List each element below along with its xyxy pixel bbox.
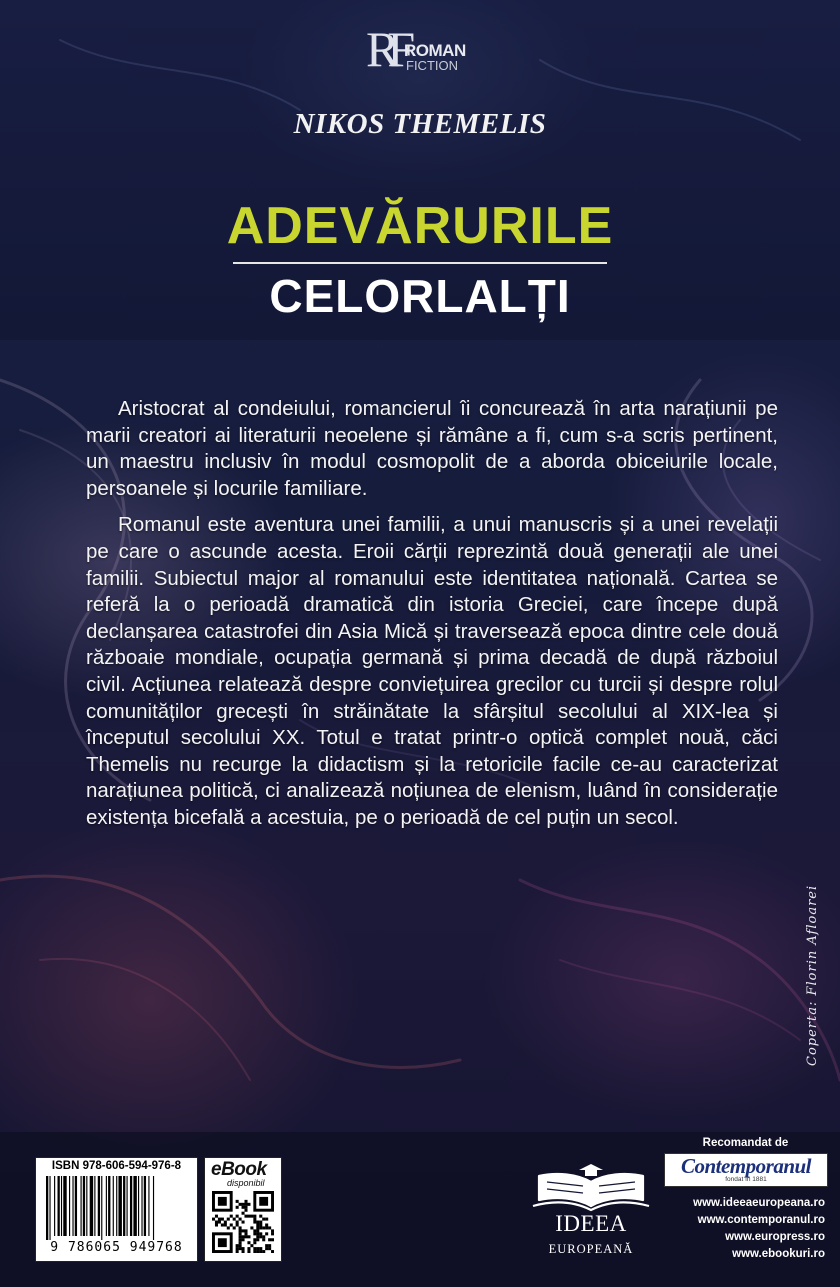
ebook-label: eBook <box>211 1159 267 1180</box>
website-list <box>660 1195 825 1263</box>
magazine-logo-box <box>664 1153 828 1187</box>
publisher-name: IDEEA <box>555 1211 627 1236</box>
magazine-name: Contemporanul <box>680 1154 812 1178</box>
title-divider <box>233 262 607 264</box>
ebook-box <box>204 1157 282 1262</box>
series-logo-fiction: FICTION <box>406 58 458 73</box>
publisher-subname: EUROPEANĂ <box>548 1242 634 1256</box>
barcode-icon <box>46 1176 187 1240</box>
blurb-paragraph-1: Aristocrat al condeiului, romancierul îi concurează în arta narațiunii pe marii creatori ai literaturii neoelene și rămâne a fi, cum s-a scris pertinent, un maestru inclusiv în modul cosmopolit de a aborda obiceiurile locale, persoanele și locurile familiare. <box>86 397 778 500</box>
cover-credit: Coperta: Florin Afloarei <box>805 884 820 1066</box>
ebook-sublabel: disponibil <box>227 1178 265 1188</box>
isbn-digits: 9 786065 949768 <box>50 1240 183 1255</box>
qr-code-icon <box>212 1191 274 1253</box>
series-logo-roman: ROMAN <box>404 41 466 60</box>
magazine-founded: fondat în 1881 <box>725 1176 767 1183</box>
website-link[interactable]: www.contemporanul.ro <box>697 1214 825 1226</box>
open-book-icon <box>529 1162 653 1212</box>
isbn-barcode-box <box>35 1157 198 1262</box>
blurb-paragraph-2: Romanul este aventura unei familii, a unui manuscris și a unei revelații pe care o ascunde acesta. Eroii cărții reprezintă două generații ale unei familii. Subiectul major al romanului este identitatea națională. Cartea se referă la o perioadă dramatică din istoria Greciei, care începe după declanșarea catastrofei din Asia Mică și traversează epoca dintre cele două războaie mondiale, ocupația germană și prima decadă de după războiul civil. Acțiunea relatează despre conviețuirea grecilor cu turcii și despre rolul comunităților grecești în străinătate la sfârșitul secolului al XIX-lea și începutul secolului XX. Totul e tratat printr-o optică complet nouă, căci Themelis nu recurge la didactism și la retoricile facile ce-au caracterizat narațiunea politică, ci analizează noțiunea de elenism, luând în considerație existența bicefală a acestuia, pe o perioadă de cel puțin un secol. <box>86 513 778 829</box>
series-logo <box>366 21 476 77</box>
author-name: NIKOS THEMELIS <box>293 108 547 140</box>
recommended-by-label: Recomandat de <box>702 1137 789 1149</box>
book-title-line2: CELORLALȚI <box>269 270 571 322</box>
website-link[interactable]: www.ebookuri.ro <box>732 1248 825 1260</box>
series-logo-mark: RF <box>366 21 404 77</box>
isbn-label: ISBN 978-606-594-976-8 <box>51 1160 182 1172</box>
website-link[interactable]: www.ideeaeuropeana.ro <box>693 1197 825 1209</box>
blurb-text <box>86 396 778 842</box>
publisher-logo <box>529 1162 653 1262</box>
book-title-line1: ADEVĂRURILE <box>226 197 614 255</box>
website-link[interactable]: www.europress.ro <box>725 1231 825 1243</box>
